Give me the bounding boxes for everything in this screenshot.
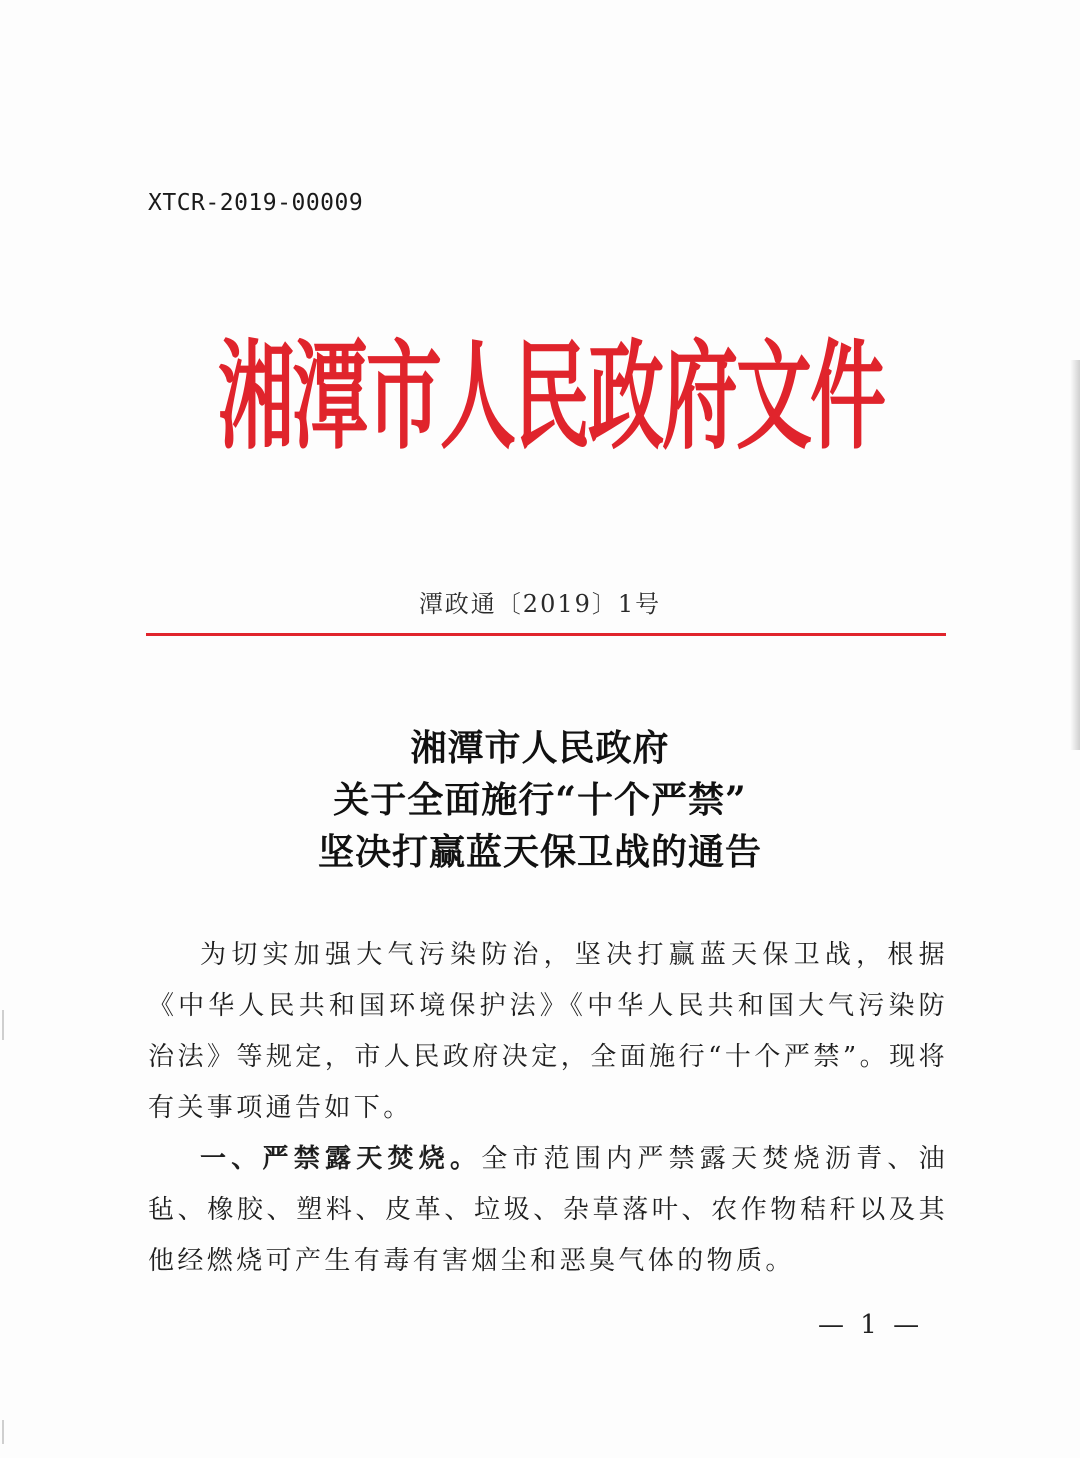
document-title: [0, 722, 1080, 878]
body-paragraph: [148, 1134, 948, 1287]
title-line: 关于全面施行“十个严禁”: [333, 779, 747, 821]
title-line: 湘潭市人民政府: [410, 727, 670, 769]
scan-speck: [2, 1420, 4, 1444]
document-body: [148, 930, 948, 1287]
scan-speck: [2, 1010, 4, 1040]
page-edge-shadow: [1070, 360, 1080, 750]
title-line: 坚决打赢蓝天保卫战的通告: [317, 831, 762, 873]
document-code: XTCR-2019-00009: [148, 190, 364, 216]
red-masthead: 湘潭市人民政府文件: [218, 327, 884, 466]
paragraph-text: 全市范围内严禁露天焚烧沥青、油毡、橡胶、塑料、皮革、垃圾、杂草落叶、农作物秸秆以及其他经燃烧可产生有毒有害烟尘和恶臭气体的物质。: [148, 1144, 948, 1276]
document-number: 潭政通〔2019〕1号: [418, 590, 662, 618]
red-divider-line: [146, 633, 946, 636]
page-number: — 1 —: [818, 1310, 924, 1340]
paragraph-heading: 一、严禁露天焚烧。: [200, 1144, 482, 1174]
body-paragraph: [148, 930, 948, 1134]
paragraph-text: 为切实加强大气污染防治，坚决打赢蓝天保卫战，根据《中华人民共和国环境保护法》《中华人民共和国大气污染防治法》等规定，市人民政府决定，全面施行“十个严禁”。现将有关事项通告如下。: [148, 940, 948, 1123]
